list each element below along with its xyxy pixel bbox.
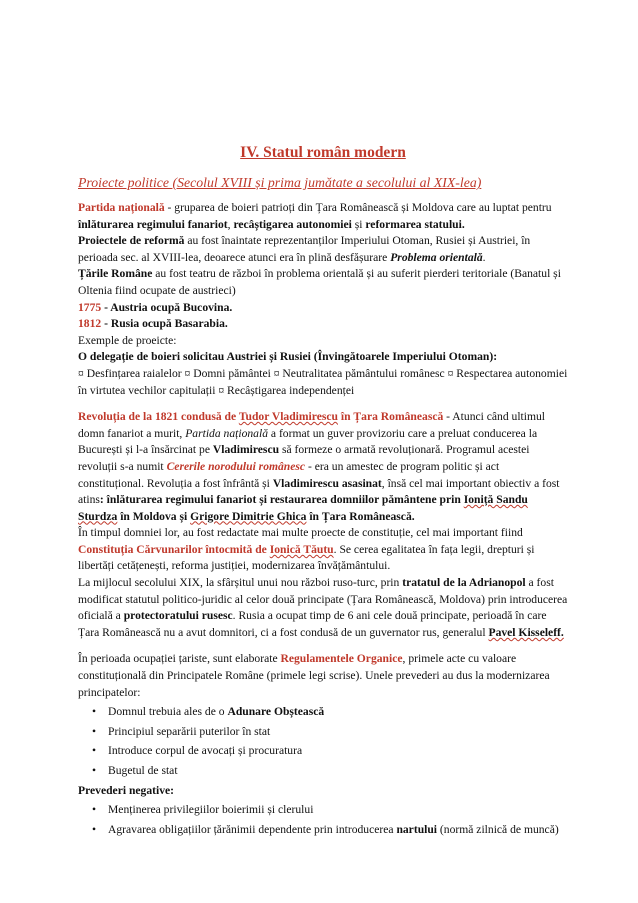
text-span: Agravarea obligațiilor țărănimii dependente prin introducerea: [108, 822, 397, 836]
text-span: a fost modificat statutul politico-juridic al celor două principate (Țara Românească, Moldova) prin introducerea oficială a: [78, 576, 568, 623]
spacer: [78, 641, 568, 651]
text-span: În perioada ocupației țariste, sunt elaborate: [78, 652, 281, 666]
term-cererile-norodului: Cererile norodului românesc: [166, 459, 306, 473]
text-span: Domnul trebuia ales de o: [108, 705, 228, 719]
list-item: [92, 822, 568, 839]
text-span: - gruparea de boieri patrioți din Țara Românească și Moldova care au luptat pentru: [164, 201, 552, 214]
bold-span: Vladimirescu: [212, 443, 280, 457]
text-span: să formeze o armată revoluționară. Programul acestei revoluții s-a numit: [78, 443, 530, 473]
bold-span: tratatul de la Adrianopol: [402, 576, 526, 590]
bold-span: în Moldova și: [117, 509, 191, 523]
paragraph-proiectele-reforma: [78, 233, 568, 266]
text-span: .: [482, 250, 486, 264]
text-span: au fost înaintate reprezentanților Imperiului Otoman, Rusiei și Austriei, în perioada sec. al XVIII-lea, deoarece atunci era în plină desfășurare: [78, 234, 531, 264]
list-item: [92, 743, 568, 760]
bullet-icon: •: [92, 705, 97, 719]
text-span: , primele acte cu valoare constituțională din Principatele Române (primele legi scrise). Unele prevederi au dus la modernizarea principatelor:: [78, 652, 550, 699]
bold-span: în Țara Românească.: [306, 509, 415, 523]
paragraph-revolutia-1821: [78, 409, 568, 525]
bold-span: - Austria ocupă Bucovina.: [101, 300, 233, 314]
paragraph-partida-nationala: [78, 200, 568, 233]
list-prevederi-pozitive: [78, 704, 568, 779]
text-span: , însă cel mai important obiectiv a fost atins: [78, 476, 560, 507]
text-span: . Se cerea egalitatea în fața legii, drepturi și libertăți cetățenești, reforma justiției, modernizarea învățământului.: [78, 542, 535, 573]
text-span: (normă zilnică de muncă): [437, 822, 559, 836]
term-constitutia-carvunarilor: Constituția Cărvunarilor întocmită de: [78, 542, 270, 556]
red-bold-span: în Țara Românească: [337, 410, 444, 424]
paragraph-adrianopol: [78, 575, 568, 641]
year-1812: 1812: [78, 317, 102, 331]
list-item: [92, 704, 568, 721]
heading-prevederi-negative: Prevederi negative:: [78, 783, 175, 797]
section-subtitle: Proiecte politice (Secolul XVIII și prima jumătate a secolului al XIX-lea): [78, 175, 482, 190]
name-tudor-vladimirescu: Tudor Vladimirescu: [238, 410, 338, 424]
italic-span: Partida națională: [185, 426, 268, 440]
bold-span: - Rusia ocupă Basarabia.: [101, 317, 228, 331]
bold-span: : înlăturarea regimului fanariot și restaurarea domniilor pământene prin: [99, 493, 464, 507]
bold-span: Proiectele de reformă: [78, 234, 185, 248]
term-regulamentele-organice: Regulamentele Organice: [280, 652, 403, 666]
paragraph-exemple: Exemple de proeicte:: [78, 333, 177, 347]
term-partida-nationala: Partida națională: [78, 201, 165, 214]
document-page: [78, 0, 568, 841]
name-pavel-kisseleff: Pavel Kisseleff.: [488, 625, 564, 639]
page-title: IV. Statul român modern: [240, 144, 406, 161]
year-1775: 1775: [78, 300, 102, 314]
list-item: [92, 724, 568, 741]
text-span: În timpul domniei lor, au fost redactate mai multe proecte de constituție, cel mai important fiind: [78, 526, 523, 540]
red-bold-span: Revoluția de la 1821 condusă de: [78, 410, 239, 424]
paragraph-cereri: ¤ Desfințarea raialelor ¤ Domni pământei ¤ Neutralitatea pământului românesc ¤ Respectarea autonomiei în virtutea vechilor capitulații ¤ Recâștigarea independenței: [78, 366, 568, 397]
paragraph-1812: [78, 316, 568, 333]
text-span: Introduce corpul de avocați și procuratura: [108, 744, 303, 758]
bold-span: recâștigarea autonomiei: [233, 217, 352, 231]
list-item: [92, 802, 568, 819]
paragraph-delegatie: O delegație de boieri solicitau Austriei și Rusiei (Învingătoarele Imperiului Otoman):: [78, 350, 498, 364]
paragraph-regulamentele: [78, 651, 568, 701]
bold-span: Vladimirescu asasinat: [272, 476, 382, 490]
bullet-icon: •: [92, 724, 97, 738]
bold-span: protectoratului rusesc: [123, 609, 233, 623]
paragraph-1775: [78, 300, 568, 317]
text-span: La mijlocul secolului XIX, la sfârșitul unui nou război ruso-turc, prin: [78, 576, 403, 590]
paragraph-constitutia-carvunarilor: [78, 525, 568, 575]
text-span: Bugetul de stat: [108, 764, 178, 777]
text-span: au fost teatru de război în problema orientală și au suferit pierderi teritoriale (Banatul și Oltenia fiind ocupate de austrieci): [78, 267, 561, 297]
bullet-icon: •: [92, 764, 97, 777]
spacer: [78, 399, 568, 409]
bold-span: reformarea statului.: [365, 217, 465, 231]
name-ionica-tautu: Ionică Tăutu: [269, 542, 334, 556]
list-prevederi-negative: [78, 802, 568, 838]
bold-span: nartului: [396, 822, 438, 836]
bullet-icon: •: [92, 744, 97, 758]
text-span: Principiul separării puterilor în stat: [108, 724, 271, 738]
text-span: - era un amestec de program politic și act constituțional. Revoluția a fost înfrântă și: [78, 459, 500, 490]
bullet-icon: •: [92, 822, 97, 836]
list-item: [92, 763, 568, 780]
bold-span: Țările Române: [78, 267, 153, 281]
text-span: - Atunci când ultimul domn fanariot a murit,: [78, 410, 546, 440]
text-span: și: [351, 217, 366, 231]
name-grigore-ghica: Grigore Dimitrie Ghica: [190, 509, 307, 523]
text-span: . Rusia a ocupat timp de 6 ani cele două principate, perioadă în care Țara Românească nu a avut domnitori, ci a fost condusă de un guvernator rus, generalul: [78, 609, 547, 639]
paragraph-tarile-romane: [78, 266, 568, 299]
name-ionita-sandu-sturdza: Ioniță Sandu Sturdza: [78, 493, 528, 523]
bold-italic-span: Problema orientală: [390, 250, 483, 264]
text-span: ,: [227, 217, 234, 231]
text-span: Menținerea privilegiilor boierimii și clerului: [108, 803, 314, 817]
bullet-icon: •: [92, 803, 97, 817]
text-span: a format un guver provizoriu care a preluat conducerea la București și l-a însărcinat pe: [78, 426, 538, 457]
bold-span: înlăturarea regimului fanariot: [78, 217, 228, 231]
bold-span: Adunare Obștească: [227, 705, 325, 719]
